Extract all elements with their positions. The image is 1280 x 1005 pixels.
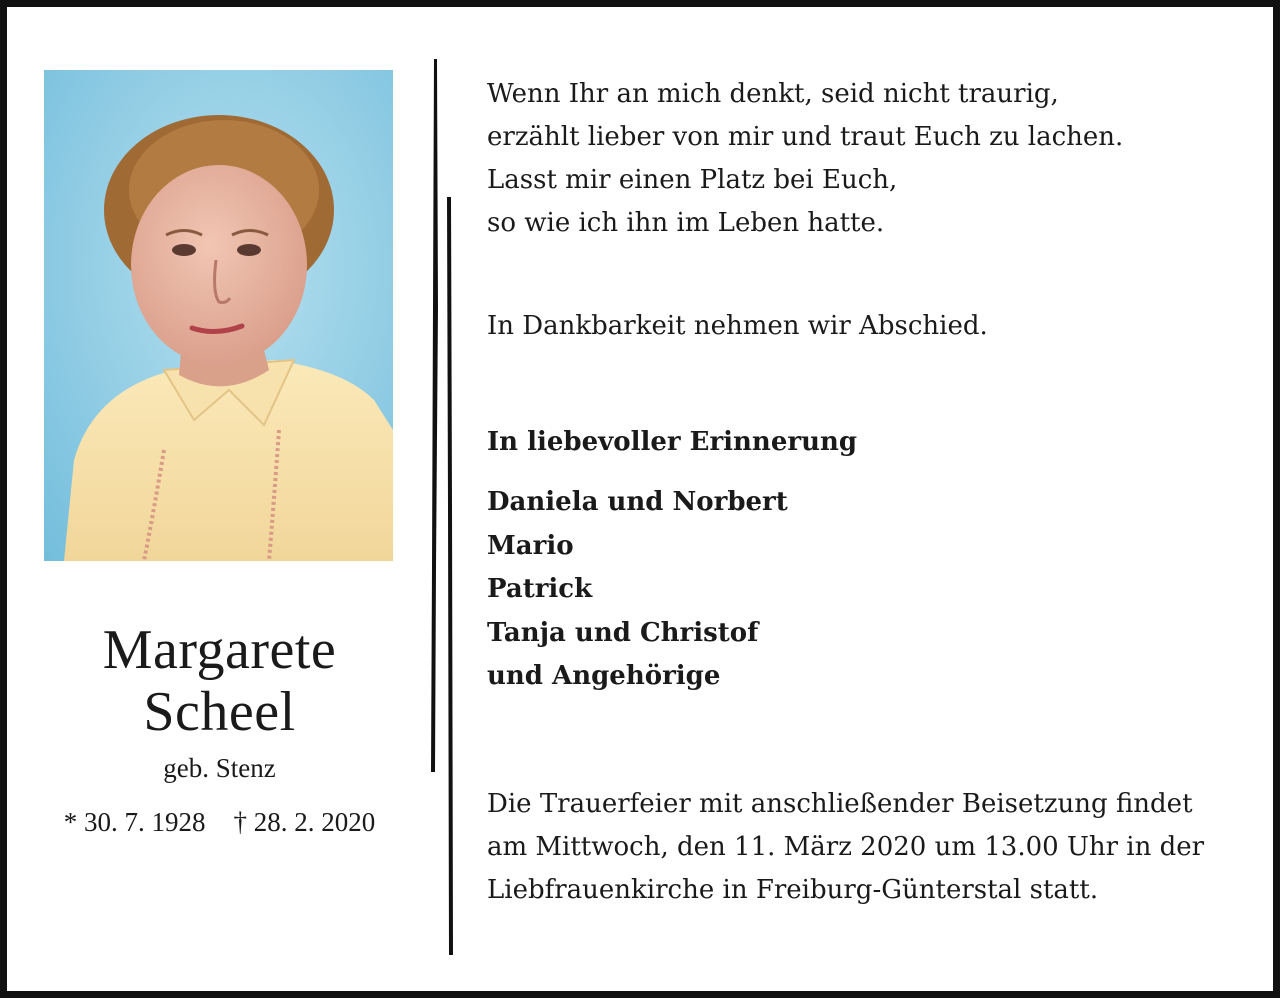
- funeral-line: Die Trauerfeier mit anschließender Beisetzung findet: [487, 789, 1193, 819]
- mourner: Tanja und Christof: [487, 617, 759, 648]
- mourners-list: [487, 481, 1257, 699]
- birth-name: geb. Stenz: [163, 753, 276, 783]
- poem: [487, 73, 1257, 245]
- memory-heading: In liebevoller Erinnerung: [487, 427, 858, 457]
- poem-line: Lasst mir einen Platz bei Euch,: [487, 165, 898, 195]
- last-name: Scheel: [143, 681, 296, 743]
- funeral-info: [487, 783, 1257, 912]
- mourner: Daniela und Norbert: [487, 487, 788, 517]
- birth-date: * 30. 7. 1928: [63, 807, 206, 837]
- funeral-line: Liebfrauenkirche in Freiburg-Günterstal statt.: [487, 875, 1099, 905]
- farewell-text: In Dankbarkeit nehmen wir Abschied.: [487, 311, 988, 341]
- poem-line: so wie ich ihn im Leben hatte.: [487, 208, 885, 238]
- mourner: Patrick: [487, 574, 593, 604]
- first-name: Margarete: [102, 619, 337, 681]
- mourner: und Angehörige: [487, 661, 721, 691]
- poem-line: erzählt lieber von mir und traut Euch zu lachen.: [487, 122, 1124, 152]
- death-date: † 28. 2. 2020: [233, 807, 376, 837]
- poem-line: Wenn Ihr an mich denkt, seid nicht traurig,: [487, 79, 1059, 109]
- mourner: Mario: [487, 530, 574, 561]
- funeral-line: am Mittwoch, den 11. März 2020 um 13.00 Uhr in der: [487, 832, 1205, 862]
